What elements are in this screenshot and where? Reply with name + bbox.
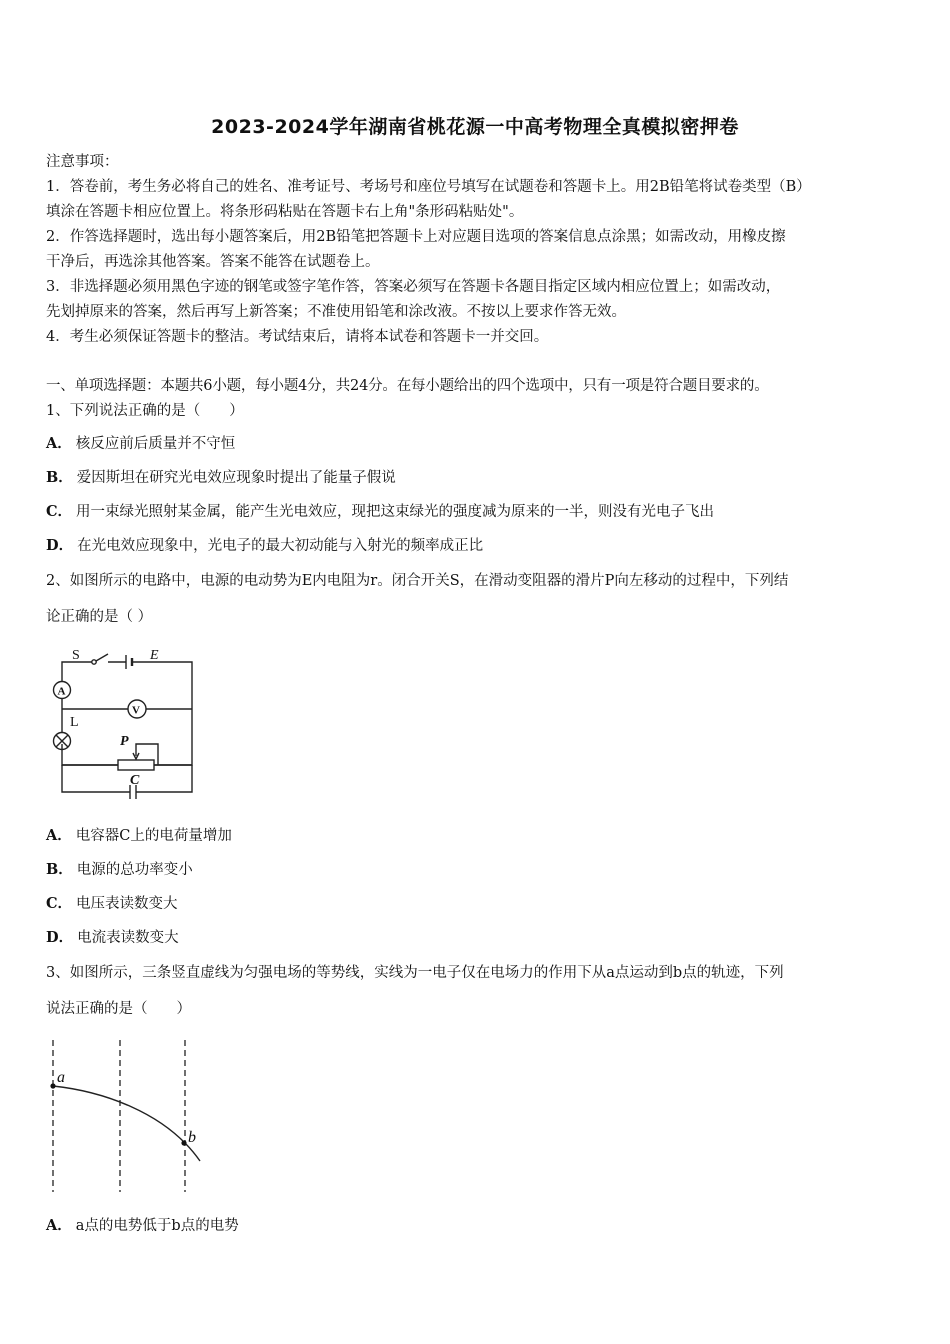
q3-option-a xyxy=(46,1216,239,1236)
q1-option-a xyxy=(46,434,235,454)
question-2-stem-cont: 论正确的是（ ） xyxy=(46,609,153,625)
option-label: D． xyxy=(46,929,74,946)
q1-option-c xyxy=(46,502,714,522)
option-label: B． xyxy=(46,469,73,486)
capacitor-label: C xyxy=(130,773,140,788)
notice-line: 填涂在答题卡相应位置上。将条形码粘贴在答题卡右上角"条形码粘贴处"。 xyxy=(46,204,524,220)
switch-label: S xyxy=(72,648,80,663)
question-1-stem: 1、下列说法正确的是（ ） xyxy=(46,403,244,419)
slider-label: P xyxy=(120,734,129,749)
q2-option-d xyxy=(46,928,179,948)
emf-label: E xyxy=(150,648,159,663)
q1-option-b xyxy=(46,468,396,488)
option-text: 电源的总功率变小 xyxy=(76,862,193,878)
notice-line: 3．非选择题必须用黑色字迹的钢笔或签字笔作答，答案必须写在答题卡各题目指定区域内相应位置上；如需改动， xyxy=(46,279,781,295)
notice-line: 2．作答选择题时，选出每小题答案后，用2B铅笔把答题卡上对应题目选项的答案信息点涂黑；如需改动，用橡皮擦 xyxy=(46,229,786,245)
option-text: 核反应前后质量并不守恒 xyxy=(75,436,236,452)
option-label: B． xyxy=(46,861,73,878)
circuit-diagram xyxy=(44,640,204,805)
notice-line: 1．答卷前，考生务必将自己的姓名、准考证号、考场号和座位号填写在试题卷和答题卡上。用2B铅笔将试卷类型（B） xyxy=(46,179,811,195)
lamp-label: L xyxy=(70,715,79,730)
option-label: A． xyxy=(46,1217,72,1234)
point-b-label: b xyxy=(188,1129,196,1146)
option-text: 电压表读数变大 xyxy=(76,896,178,912)
page-title: 2023-2024学年湖南省桃花源一中高考物理全真模拟密押卷 xyxy=(211,116,739,138)
option-text: 电流表读数变大 xyxy=(77,930,179,946)
notice-line: 先划掉原来的答案，然后再写上新答案；不准使用铅笔和涂改液。不按以上要求作答无效。 xyxy=(46,304,626,320)
voltmeter-label: V xyxy=(132,704,140,717)
q2-option-b xyxy=(46,860,193,880)
option-label: C． xyxy=(46,503,73,520)
option-text: a点的电势低于b点的电势 xyxy=(75,1218,239,1234)
question-3-stem: 3、如图所示，三条竖直虚线为匀强电场的等势线，实线为一电子仅在电场力的作用下从a点运动到b点的轨迹，下列 xyxy=(46,965,784,981)
option-text: 电容器C上的电荷量增加 xyxy=(75,828,232,844)
ammeter-label: A xyxy=(57,685,66,698)
notice-line: 4．考生必须保证答题卡的整洁。考试结束后，请将本试卷和答题卡一并交回。 xyxy=(46,329,549,345)
option-text: 爱因斯坦在研究光电效应现象时提出了能量子假说 xyxy=(76,470,396,486)
option-text: 用一束绿光照射某金属，能产生光电效应，现把这束绿光的强度减为原来的一半，则没有光电子飞出 xyxy=(76,504,715,520)
q2-option-a xyxy=(46,826,232,846)
notice-line: 干净后，再选涂其他答案。答案不能答在试题卷上。 xyxy=(46,254,380,270)
field-diagram xyxy=(40,1036,220,1196)
notice-heading: 注意事项： xyxy=(46,154,119,170)
option-label: C． xyxy=(46,895,73,912)
section-heading: 一、单项选择题：本题共6小题，每小题4分，共24分。在每小题给出的四个选项中，只有一项是符合题目要求的。 xyxy=(46,378,769,394)
option-label: A． xyxy=(46,435,72,452)
question-2-stem: 2、如图所示的电路中，电源的电动势为E内电阻为r。闭合开关S，在滑动变阻器的滑片P向左移动的过程中，下列结 xyxy=(46,573,789,589)
point-a-label: a xyxy=(57,1069,65,1086)
question-3-stem-cont: 说法正确的是（ ） xyxy=(46,1001,191,1017)
option-label: A． xyxy=(46,827,72,844)
q1-option-d xyxy=(46,536,483,556)
option-text: 在光电效应现象中，光电子的最大初动能与入射光的频率成正比 xyxy=(77,538,484,554)
option-label: D． xyxy=(46,537,74,554)
q2-option-c xyxy=(46,894,178,914)
